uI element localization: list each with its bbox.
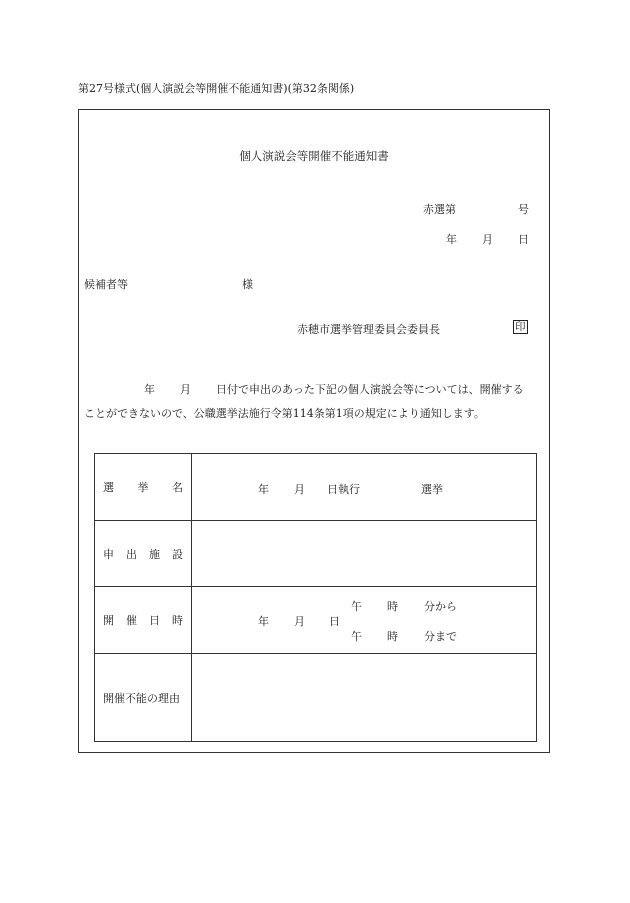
seal-mark: 印 bbox=[515, 321, 526, 333]
value-reason bbox=[192, 654, 537, 742]
body-line-2: ことができないので、公職選挙法施行令第114条第1項の規定により通知します。 bbox=[84, 407, 485, 420]
label-election-name: 選 挙 名 bbox=[95, 454, 192, 521]
sender-name: 赤穂市選挙管理委員会委員長 bbox=[297, 323, 440, 336]
table-row-reason bbox=[95, 654, 537, 742]
value-election-name: 年 月 日執行 選挙 bbox=[192, 454, 537, 521]
label-facility: 申 出 施 設 bbox=[95, 521, 192, 587]
body-month: 月 bbox=[180, 383, 191, 396]
form-number: 第27号様式(個人演説会等開催不能通知書)(第32条関係) bbox=[78, 82, 355, 95]
table-row-election bbox=[95, 454, 537, 521]
table-row-facility bbox=[95, 521, 537, 587]
document-title: 個人演説会等開催不能通知書 bbox=[239, 149, 389, 163]
reference-prefix: 赤選第 bbox=[423, 203, 456, 216]
notice-frame bbox=[78, 109, 550, 753]
value-datetime: 年 月 日 午 時 分から 午 時 分まで bbox=[192, 587, 537, 654]
date-day: 日 bbox=[518, 233, 529, 246]
body-year: 年 bbox=[144, 383, 155, 396]
recipient-label: 候補者等 bbox=[84, 278, 128, 291]
value-facility bbox=[192, 521, 537, 587]
recipient-honorific: 様 bbox=[242, 278, 253, 291]
notice-table bbox=[94, 453, 537, 742]
label-datetime: 開 催 日 時 bbox=[95, 587, 192, 654]
table-row-datetime bbox=[95, 587, 537, 654]
body-line-1: 日付で申出のあった下記の個人演説会等については、開催する bbox=[216, 383, 524, 396]
label-reason: 開催不能の理由 bbox=[95, 654, 192, 742]
reference-suffix: 号 bbox=[518, 203, 529, 216]
date-month: 月 bbox=[482, 233, 493, 246]
date-year: 年 bbox=[446, 233, 457, 246]
